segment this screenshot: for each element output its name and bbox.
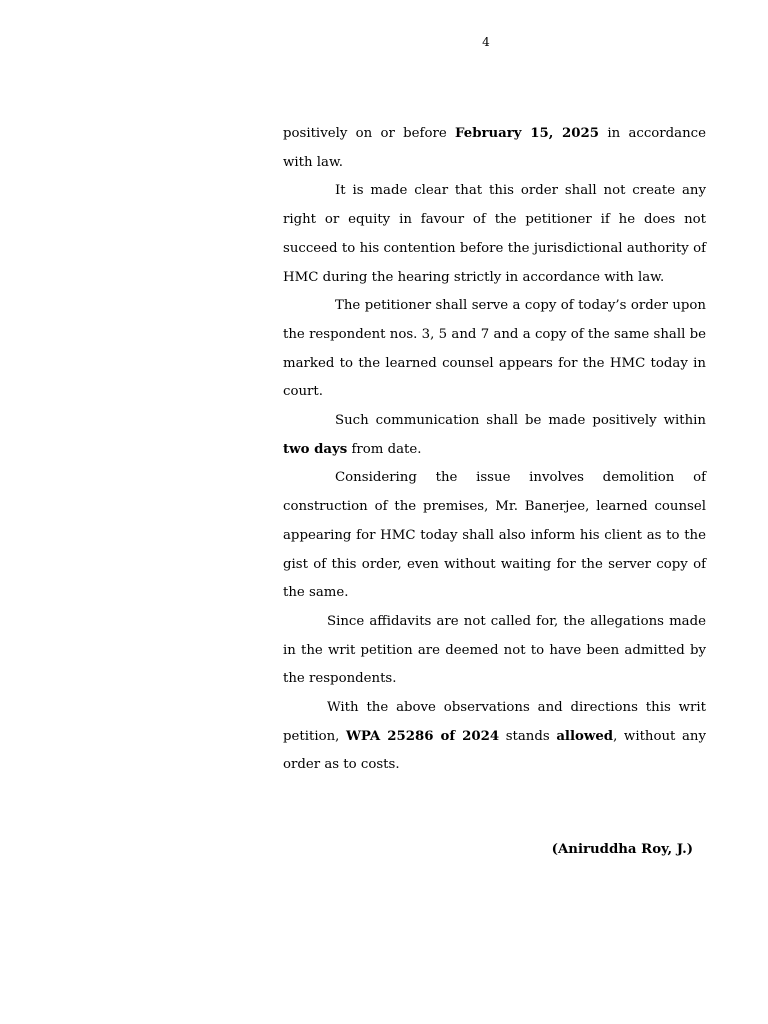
paragraph-service: The petitioner shall serve a copy of today’s order upon the respondent nos. 3, 5 and 7 and a copy of the same shall be marked to the learned counsel appears for the HMC today in court. <box>283 298 706 400</box>
communication-text-start: Such communication shall be made positively within <box>335 413 706 429</box>
paragraph-disposal <box>283 694 706 780</box>
disposal-status: allowed <box>556 728 614 744</box>
disposal-text-2: stands <box>499 728 557 744</box>
paragraph-no-equity: It is made clear that this order shall not create any right or equity in favour of the petitioner if he does not succeed to his contention before the jurisdictional authority of HMC during the hearing strictly in accordance with law. <box>283 183 706 285</box>
disposal-text-3: , without any order as to costs. <box>283 728 706 773</box>
page-number: 4 <box>482 35 490 49</box>
judge-signature: (Aniruddha Roy, J.) <box>551 842 693 857</box>
case-number: WPA 25286 of 2024 <box>345 728 500 744</box>
order-body <box>283 120 706 780</box>
deadline-date: February 15, 2025 <box>455 126 600 141</box>
deadline-text-start: positively on or before <box>283 126 456 141</box>
deadline-text-end: in accordance with law. <box>283 126 706 170</box>
paragraph-demolition: Considering the issue involves demolition of construction of the premises, Mr. Banerjee, learned counsel appearing for HMC today shall also inform his client as to the gist of this order, even without waiting for the server copy of the same. <box>283 470 706 601</box>
communication-text-end: from date. <box>347 441 422 457</box>
paragraph-communication <box>283 407 706 464</box>
paragraph-affidavits: Since affidavits are not called for, the allegations made in the writ petition are deemed not to have been admitted by the respondents. <box>283 613 706 687</box>
disposal-text-1: With the above observations and directions this writ petition, <box>283 700 706 744</box>
communication-period: two days <box>283 441 348 457</box>
paragraph-deadline <box>283 120 706 177</box>
